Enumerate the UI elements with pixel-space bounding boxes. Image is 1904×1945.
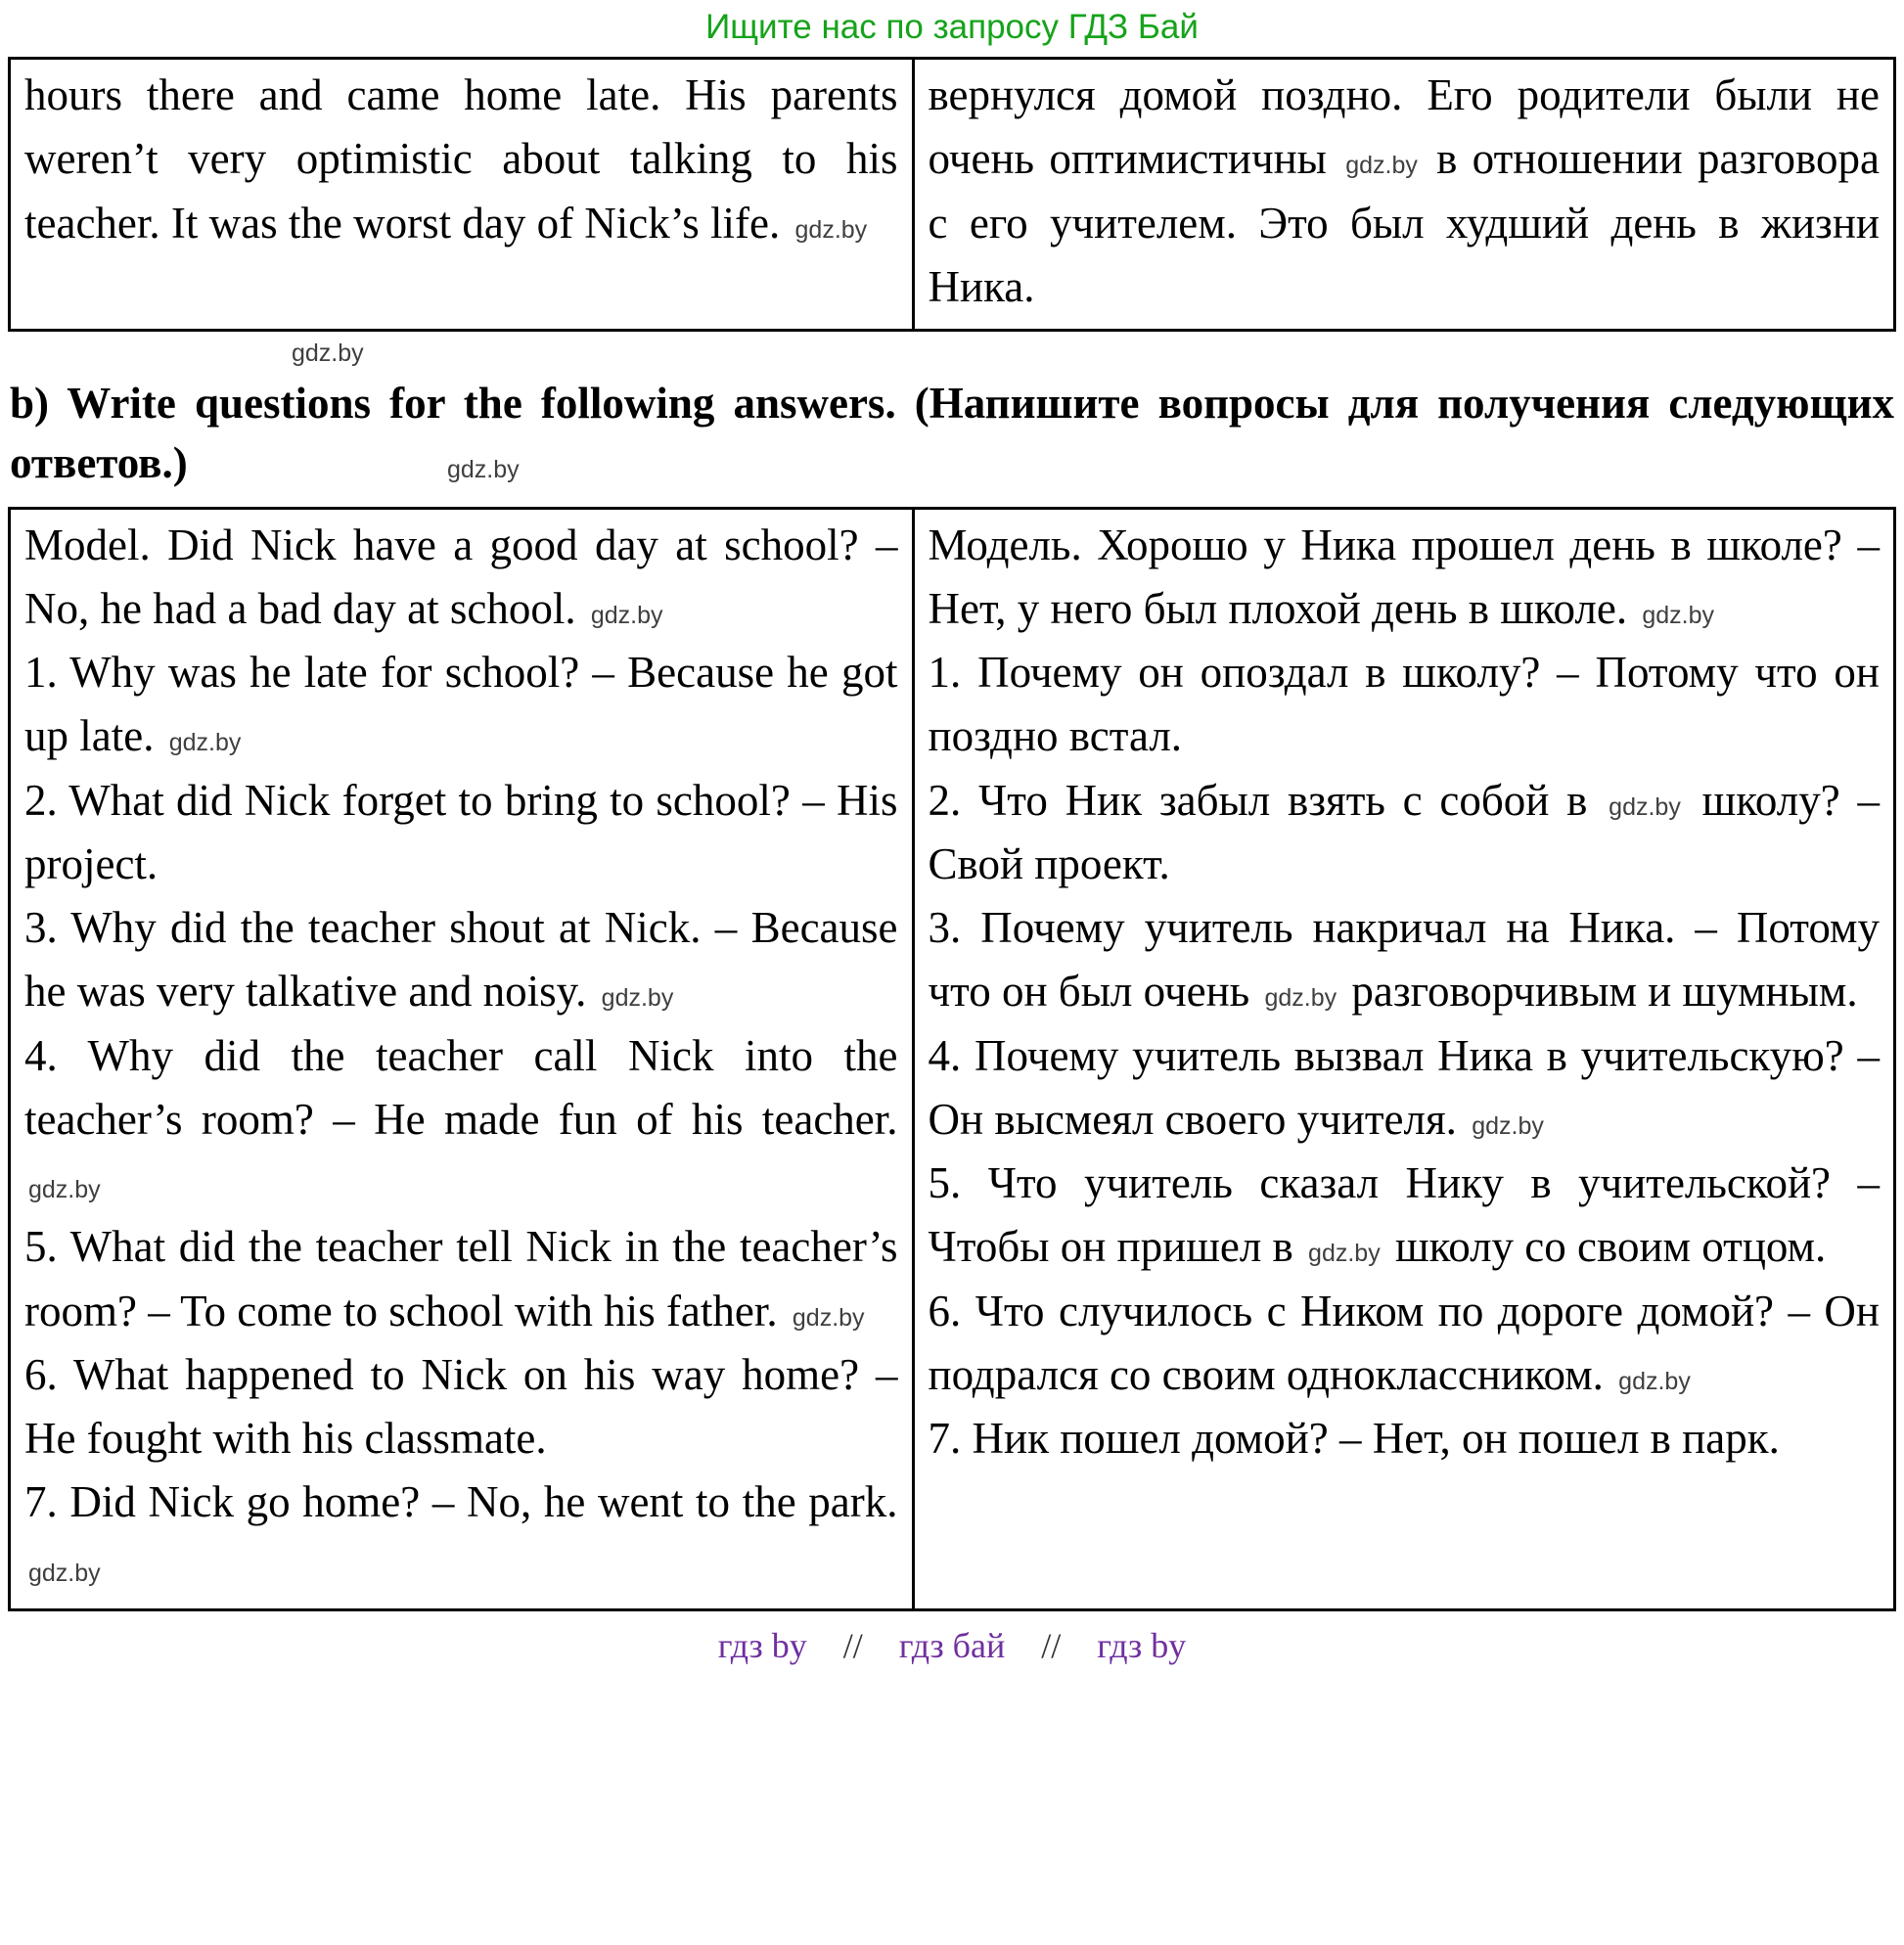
site-footer bbox=[8, 1625, 1896, 1666]
qa-item-en-2: 2. What did Nick forget to bring to school? – His project. bbox=[24, 775, 898, 888]
gdzby-watermark: gdz.by bbox=[1308, 1240, 1381, 1268]
qa-item-en-7: 7. Did Nick go home? – No, he went to the park. gdz.by bbox=[24, 1477, 898, 1587]
gdzby-watermark: gdz.by bbox=[1264, 984, 1337, 1013]
gdzby-watermark: gdz.by bbox=[28, 1176, 101, 1203]
qa-item-ru-6: 6. Что случилось с Ником по дороге домой? – Он подрался со своим одноклассником. gdz.by bbox=[928, 1286, 1880, 1399]
story-english-text: hours there and came home late. His parents weren’t very optimistic about talking to his teacher. It was the worst day of Nick’s life. gdz.by bbox=[24, 70, 898, 248]
section-b-heading: b) Write questions for the following answers. (Напишите вопросы для получения следующих ответов.) gdz.by bbox=[10, 379, 1894, 487]
qa-translation-table bbox=[8, 507, 1896, 1611]
gdzby-watermark: gdz.by bbox=[590, 601, 663, 629]
qa-model-ru: Модель. Хорошо у Ника прошел день в школе? – Нет, у него был плохой день в школе. gdz.by bbox=[928, 520, 1880, 633]
gdzby-watermark: gdz.by bbox=[601, 984, 674, 1013]
gdzby-watermark: gdz.by bbox=[1345, 152, 1418, 180]
gdzby-watermark: gdz.by bbox=[168, 729, 242, 757]
promo-banner: Ищите нас по запросу ГДЗ Бай bbox=[705, 8, 1199, 46]
footer-link-1: гдз by bbox=[717, 1625, 807, 1665]
qa-item-ru-7: 7. Ник пошел домой? – Нет, он пошел в парк. bbox=[928, 1414, 1780, 1463]
qa-item-ru-2: 2. Что Ник забыл взять с собой в gdz.by школу? – Свой проект. bbox=[928, 775, 1880, 888]
qa-item-ru-1: 1. Почему он опоздал в школу? – Потому что он поздно встал. bbox=[928, 648, 1880, 761]
gdzby-watermark: gdz.by bbox=[794, 215, 868, 244]
gdzby-watermark: gdz.by bbox=[1642, 601, 1714, 629]
qa-russian-cell bbox=[915, 510, 1893, 1608]
footer-separator: // bbox=[1041, 1625, 1062, 1665]
story-russian-text: вернулся домой поздно. Его родители были не очень оптимистичны gdz.by в отношении разговора с его учителем. Это был худший день в жизни Ника. bbox=[928, 70, 1880, 311]
qa-item-en-4: 4. Why did the teacher call Nick into the teacher’s room? – He made fun of his teacher. gdz.by bbox=[24, 1030, 898, 1203]
gdzby-watermark: gdz.by bbox=[1618, 1367, 1691, 1395]
qa-item-en-3: 3. Why did the teacher shout at Nick. – Because he was very talkative and noisy. gdz.by bbox=[24, 903, 898, 1017]
qa-item-ru-3: 3. Почему учитель накричал на Ника. – Потому что он был очень gdz.by разговорчивым и шумным. bbox=[928, 903, 1880, 1017]
footer-link-3: гдз by bbox=[1097, 1625, 1187, 1665]
gdzby-watermark: gdz.by bbox=[446, 455, 520, 483]
story-russian-cell bbox=[915, 60, 1893, 329]
qa-item-en-6: 6. What happened to Nick on his way home? – He fought with his classmate. bbox=[24, 1349, 898, 1463]
qa-item-ru-5: 5. Что учитель сказал Нику в учительской? – Чтобы он пришел в gdz.by школу со своим отцом. bbox=[928, 1158, 1880, 1272]
qa-item-en-5: 5. What did the teacher tell Nick in the teacher’s room? – To come to school with his father. gdz.by bbox=[24, 1222, 898, 1335]
gdzby-watermark: gdz.by bbox=[292, 339, 364, 367]
gdzby-watermark: gdz.by bbox=[28, 1559, 101, 1587]
gdzby-watermark: gdz.by bbox=[1472, 1111, 1544, 1140]
qa-english-cell bbox=[11, 510, 915, 1608]
gdzby-watermark: gdz.by bbox=[792, 1303, 865, 1332]
footer-separator: // bbox=[842, 1625, 863, 1665]
qa-item-ru-4: 4. Почему учитель вызвал Ника в учительскую? – Он высмеял своего учителя. gdz.by bbox=[928, 1030, 1880, 1144]
qa-model-en: Model. Did Nick have a good day at school? – No, he had a bad day at school. gdz.by bbox=[24, 520, 898, 633]
qa-item-en-1: 1. Why was he late for school? – Because he got up late. gdz.by bbox=[24, 648, 898, 761]
footer-link-2: гдз бай bbox=[898, 1625, 1006, 1665]
story-translation-table bbox=[8, 57, 1896, 332]
story-english-cell bbox=[11, 60, 915, 329]
gdzby-watermark: gdz.by bbox=[1609, 792, 1681, 821]
